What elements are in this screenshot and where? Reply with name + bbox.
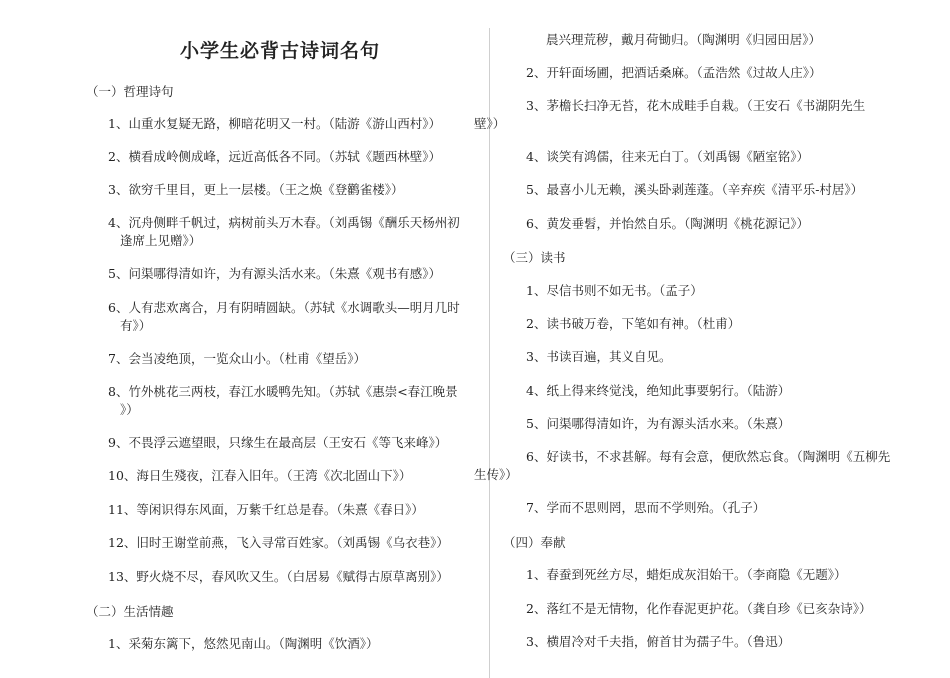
list-item: 5、问渠哪得清如许，为有源头活水来。（朱熹《观书有感》） bbox=[108, 266, 441, 281]
list-item-continuation: 逢席上见赠》） bbox=[120, 233, 202, 248]
list-item: 2、开轩面场圃，把酒话桑麻。（孟浩然《过故人庄》） bbox=[526, 65, 822, 80]
list-item: 4、纸上得来终觉浅，绝知此事要躬行。（陆游） bbox=[526, 383, 791, 398]
list-item: 9、不畏浮云遮望眼，只缘生在最高层（王安石《等飞来峰》） bbox=[108, 435, 448, 450]
list-item: 4、谈笑有鸿儒，往来无白丁。（刘禹锡《陋室铭》） bbox=[526, 149, 809, 164]
list-item bbox=[108, 214, 480, 250]
list-item bbox=[108, 299, 480, 335]
list-item bbox=[474, 448, 900, 484]
list-item: 5、最喜小儿无赖，溪头卧剥莲蓬。（辛弃疾《清平乐-村居》） bbox=[526, 182, 864, 197]
list-item: 3、书读百遍，其义自见。 bbox=[526, 349, 672, 364]
list-item: 12、旧时王谢堂前燕，飞入寻常百姓家。（刘禹锡《乌衣巷》） bbox=[108, 535, 449, 550]
list-item: 11、等闲识得东风面，万紫千红总是春。（朱熹《春日》） bbox=[108, 502, 424, 517]
list-item bbox=[108, 383, 480, 419]
list-item-text: 6、人有悲欢离合，月有阴晴圆缺。（苏轼《水调歌头—明月几时 bbox=[108, 300, 460, 315]
list-item: 1、尽信书则不如无书。（孟子） bbox=[526, 283, 703, 298]
list-item-text: 3、茅檐长扫净无苔，花木成畦手自栽。（王安石《书湖阴先生 bbox=[526, 98, 866, 113]
list-item: 2、横看成岭侧成峰，远近高低各不同。（苏轼《题西林壁》） bbox=[108, 149, 441, 164]
list-item: 13、野火烧不尽，春风吹又生。（白居易《赋得古原草离别》） bbox=[108, 569, 449, 584]
section-heading-devotion: （四）奉献 bbox=[503, 535, 566, 550]
list-item: 1、采菊东篱下，悠然见南山。（陶渊明《饮酒》） bbox=[108, 636, 379, 651]
list-item-text: 6、好读书，不求甚解。每有会意，便欣然忘食。（陶渊明《五柳先 bbox=[526, 449, 891, 464]
list-item bbox=[526, 215, 900, 233]
list-item-continuation: 晨兴理荒秽，戴月荷锄归。（陶渊明《归园田居》） bbox=[546, 32, 822, 47]
page-title: 小学生必背古诗词名句 bbox=[179, 40, 380, 62]
list-item-text: 6、黄发垂髫，并怡然自乐。（陶渊明《桃花源记》） bbox=[526, 216, 809, 231]
list-item-continuation: 》） bbox=[120, 402, 139, 417]
list-item: 2、落红不是无情物，化作春泥更护花。（龚自珍《已亥杂诗》） bbox=[526, 601, 872, 616]
list-item: 1、春蚕到死丝方尽，蜡炬成灰泪始干。（李商隐《无题》） bbox=[526, 567, 847, 582]
list-item-text: 8、竹外桃花三两枝，春江水暖鸭先知。（苏轼《惠崇<春江晚景 bbox=[108, 384, 458, 399]
list-item: 7、学而不思则罔，思而不学则殆。（孔子） bbox=[526, 500, 766, 515]
list-item: 3、横眉冷对千夫指，俯首甘为孺子牛。（鲁迅） bbox=[526, 634, 791, 649]
list-item: 1、山重水复疑无路，柳暗花明又一村。（陆游《游山西村》） bbox=[108, 116, 441, 131]
list-item-text: 4、沉舟侧畔千帆过，病树前头万木春。（刘禹锡《酬乐天杨州初 bbox=[108, 215, 460, 230]
list-item-continuation: 生传》） bbox=[474, 467, 518, 482]
section-heading-reading: （三）读书 bbox=[503, 250, 566, 265]
list-item-continuation: 壁》） bbox=[474, 116, 506, 131]
list-item: 7、会当凌绝顶，一览众山小。（杜甫《望岳》） bbox=[108, 351, 366, 366]
list-item: 10、海日生殘夜，江春入旧年。（王湾《次北固山下》） bbox=[108, 468, 412, 483]
list-item: 5、问渠哪得清如许，为有源头活水来。（朱熹） bbox=[526, 416, 791, 431]
list-item: 3、欲穷千里目，更上一层楼。（王之焕《登鹳雀楼》） bbox=[108, 182, 404, 197]
section-heading-life: （二）生活情趣 bbox=[86, 604, 174, 619]
list-item-continuation: 有》） bbox=[120, 318, 152, 333]
list-item bbox=[474, 97, 900, 133]
section-heading-philosophy: （一）哲理诗句 bbox=[86, 84, 174, 99]
list-item: 2、读书破万卷，下笔如有神。（杜甫） bbox=[526, 316, 741, 331]
